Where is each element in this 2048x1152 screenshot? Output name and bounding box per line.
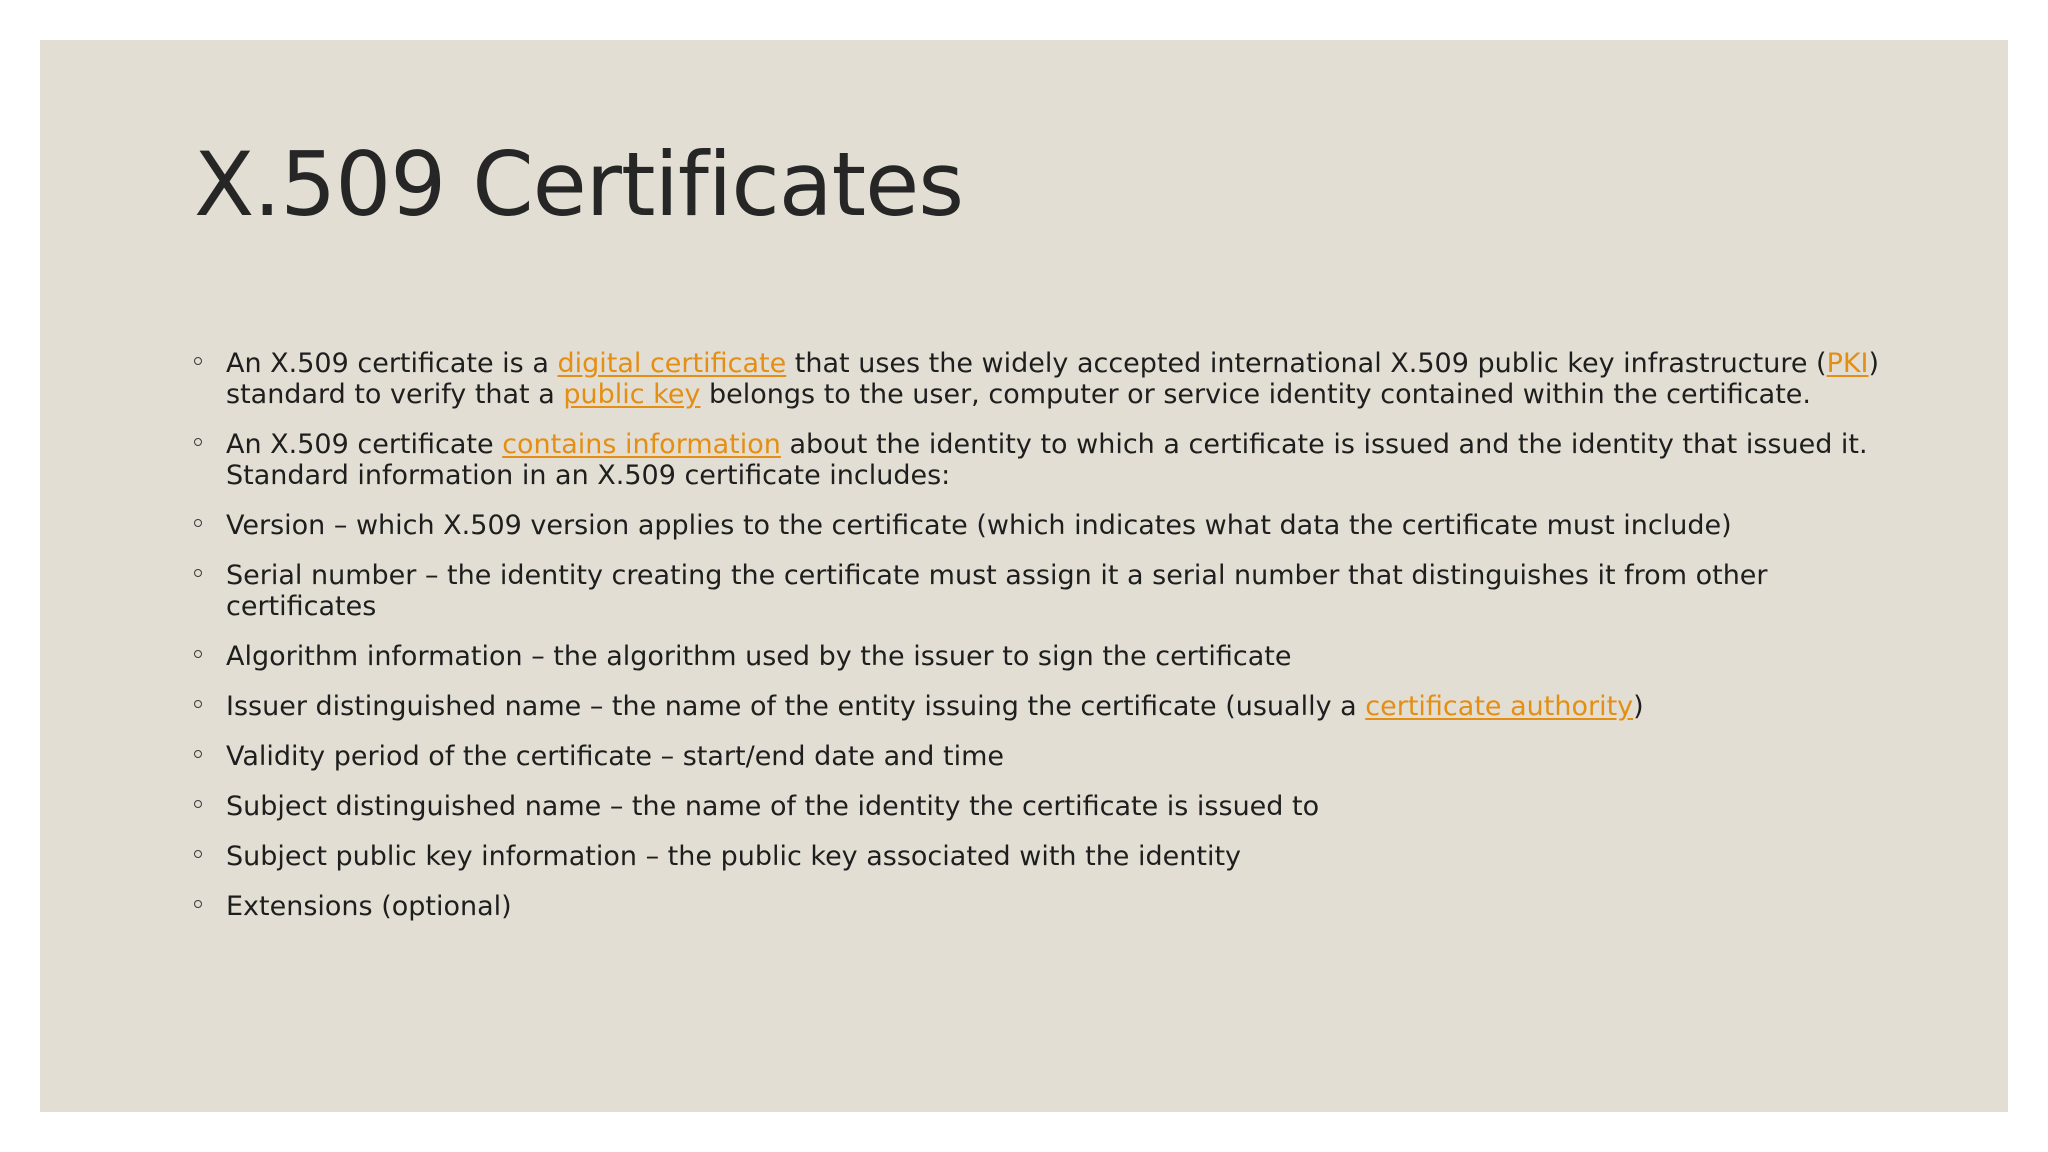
bullet-item-1: [194, 348, 1914, 410]
bullet-text: Subject public key information – the public key associated with the identity: [226, 841, 1242, 872]
bullet-item-5: [194, 641, 1914, 672]
bullet-circle-icon: [194, 438, 202, 446]
bullet-item-3: [194, 510, 1914, 541]
slide-title: X.509 Certificates: [194, 133, 964, 236]
bullet-item-8: [194, 791, 1914, 822]
bullet-circle-icon: [194, 700, 202, 708]
bullet-item-10: [194, 891, 1914, 922]
bullet-circle-icon: [194, 569, 202, 577]
pki-link[interactable]: PKI: [1826, 348, 1869, 379]
bullet-item-4: [194, 560, 1914, 622]
bullet-circle-icon: [194, 850, 202, 858]
bullet-circle-icon: [194, 650, 202, 658]
contains-information-link[interactable]: contains information: [502, 429, 781, 460]
bullet-text: Version – which X.509 version applies to the certificate (which indicates what data the certificate must include): [226, 510, 1732, 541]
bullet-text: belongs to the user, computer or service identity contained within the certificate.: [700, 379, 1811, 410]
bullet-text: Validity period of the certificate – start/end date and time: [226, 741, 1004, 772]
bullet-text: Algorithm information – the algorithm used by the issuer to sign the certificate: [226, 641, 1292, 672]
bullet-text: Issuer distinguished name – the name of the entity issuing the certificate (usually a: [226, 691, 1366, 722]
bullet-text: ) standard to verify that a: [226, 348, 1880, 410]
bullet-text: An X.509 certificate: [226, 429, 503, 460]
bullet-circle-icon: [194, 750, 202, 758]
bullet-text: An X.509 certificate is a: [226, 348, 558, 379]
bullet-circle-icon: [194, 900, 202, 908]
bullet-text: Extensions (optional): [226, 891, 512, 922]
bullet-list: [194, 348, 1914, 941]
bullet-text: that uses the widely accepted international X.509 public key infrastructure (: [786, 348, 1827, 379]
bullet-text: about the identity to which a certificate is issued and the identity that issued it. Standard information in an X.509 certificate includes:: [226, 429, 1868, 491]
digital-certificate-link[interactable]: digital certificate: [557, 348, 787, 379]
bullet-circle-icon: [194, 519, 202, 527]
bullet-text: Serial number – the identity creating the certificate must assign it a serial number that distinguishes it from other certificates: [226, 560, 1768, 622]
slide: [40, 40, 2008, 1112]
bullet-text: ): [1633, 691, 1644, 722]
bullet-item-6: [194, 691, 1914, 722]
bullet-item-7: [194, 741, 1914, 772]
bullet-item-9: [194, 841, 1914, 872]
bullet-circle-icon: [194, 800, 202, 808]
bullet-text: Subject distinguished name – the name of the identity the certificate is issued to: [226, 791, 1320, 822]
bullet-circle-icon: [194, 357, 202, 365]
bullet-item-2: [194, 429, 1914, 491]
certificate-authority-link[interactable]: certificate authority: [1365, 691, 1634, 722]
public-key-link[interactable]: public key: [563, 379, 701, 410]
